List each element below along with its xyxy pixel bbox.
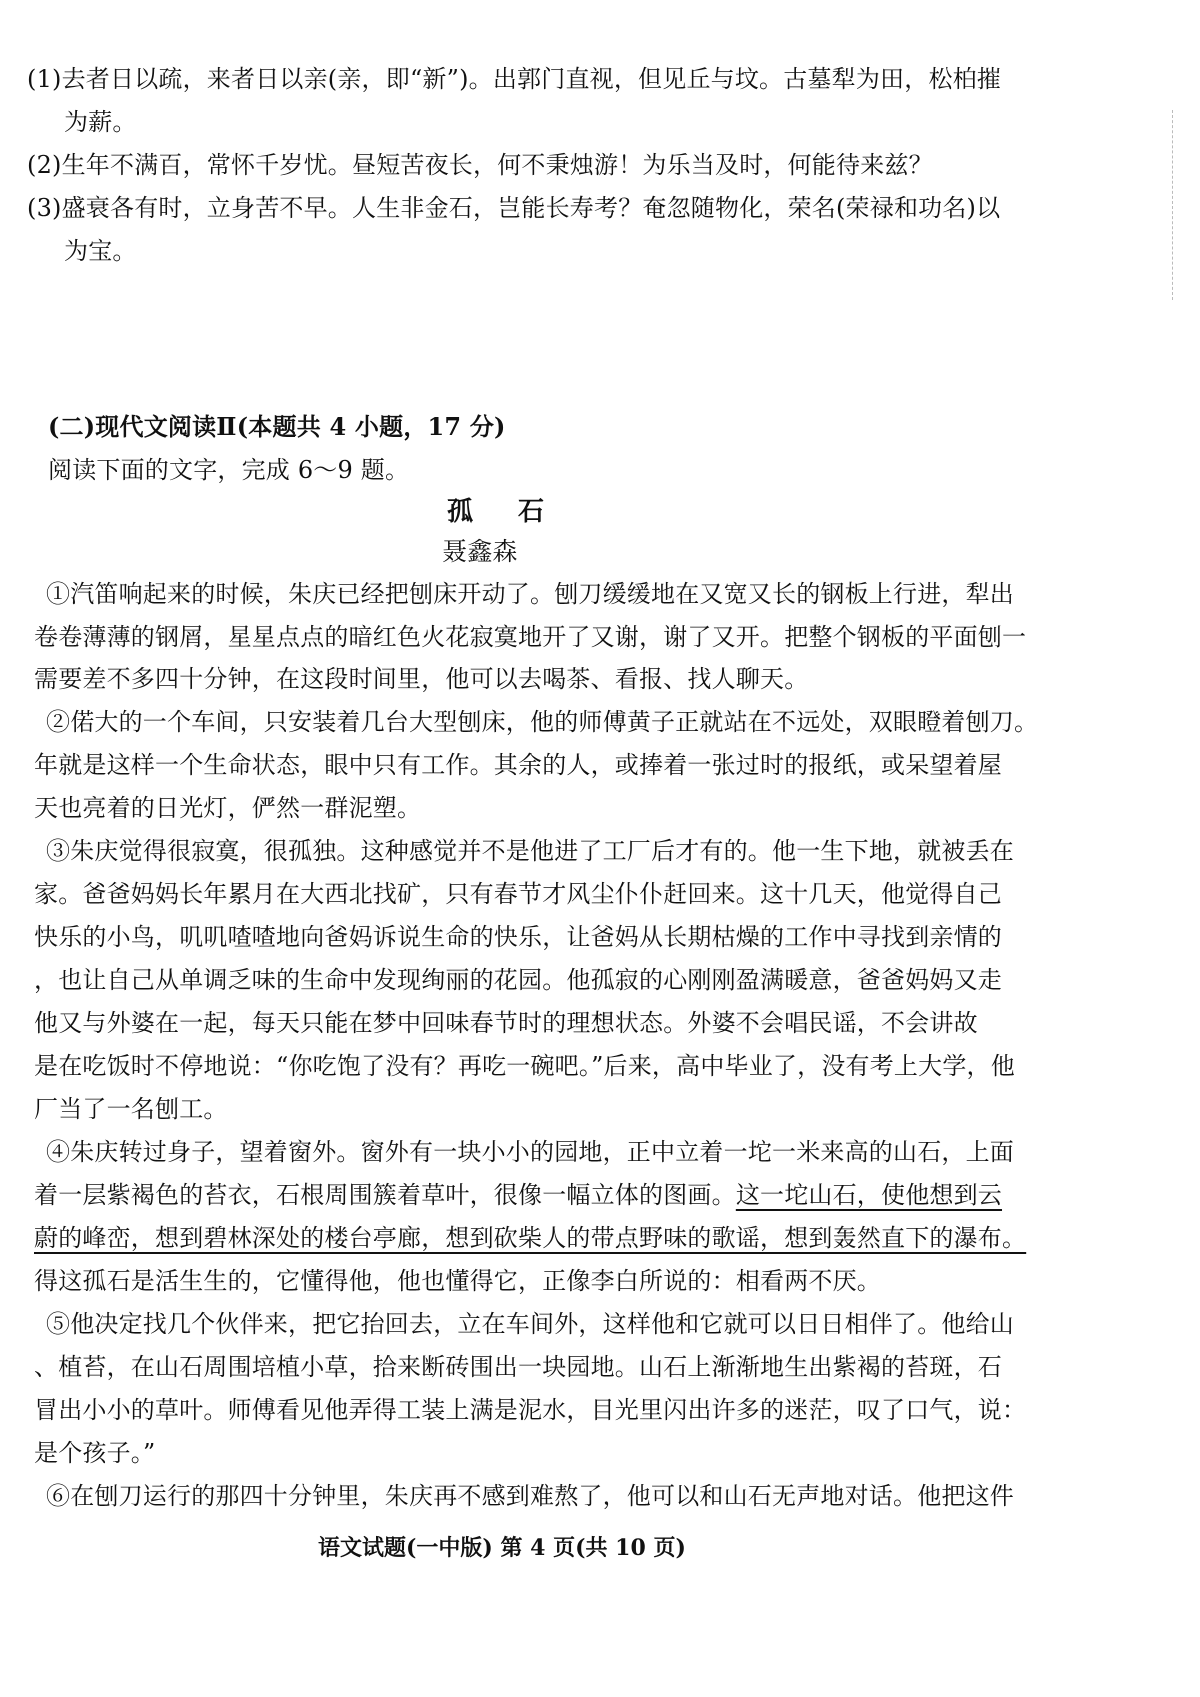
article-line-7: ③朱庆觉得很寂寞，很孤独。这种感觉并不是他进了工厂后才有的。他一生下地，就被丢在 [46,837,1014,865]
article-line-15-plain: 着一层紫褐色的苔衣，石根周围簇着草叶，很像一幅立体的图画。 [34,1181,736,1209]
article-line-18: ⑤他决定找几个伙伴来，把它抬回去，立在车间外，这样他和它就可以日日相伴了。他给山 [46,1310,1014,1338]
page-footer: 语文试题(一中版) 第 4 页(共 10 页) [318,1535,686,1561]
prelude-line-5: 为宝。 [64,237,137,265]
prelude-line-4: (3)盛衰各有时，立身苦不早。人生非金石，岂能长寿考？奄忽随物化，荣名(荣禄和功名)以 [27,194,1001,222]
article-line-12: 是在吃饭时不停地说：“你吃饱了没有？再吃一碗吧。”后来，高中毕业了，没有考上大学，他 [34,1052,1015,1080]
article-title: 孤 石 [447,497,563,527]
article-line-19: 、植苔，在山石周围培植小草，拾来断砖围出一块园地。山石上渐渐地生出紫褐的苔斑，石 [34,1353,1002,1381]
article-line-5: 年就是这样一个生命状态，眼中只有工作。其余的人，或捧着一张过时的报纸，或呆望着屋 [34,751,1002,779]
underlined-sentence-start: 这一坨山石，使他想到云 [735,1181,1003,1209]
section-instruction: 阅读下面的文字，完成 6～9 题。 [48,456,410,484]
article-line-20: 冒出小小的草叶。师傅看见他弄得工装上满是泥水，目光里闪出许多的迷茫，叹了口气，说： [34,1396,1027,1424]
prelude-line-1: (1)去者日以疏，来者日以亲(亲，即“新”)。出郭门直视，但见丘与坟。古墓犁为田，松柏摧 [27,65,1002,93]
article-line-3: 需要差不多四十分钟，在这段时间里，他可以去喝茶、看报、找人聊天。 [34,665,809,693]
underlined-sentence-end: 蔚的峰峦，想到碧林深处的楼台亭廊，想到砍柴人的带点野味的歌谣，想到轰然直下的瀑布。 [34,1224,1027,1252]
article-line-22: ⑥在刨刀运行的那四十分钟里，朱庆再不感到难熬了，他可以和山石无声地对话。他把这件 [46,1482,1014,1510]
article-author: 聂鑫森 [442,537,518,566]
prelude-line-3: (2)生年不满百，常怀千岁忧。昼短苦夜长，何不秉烛游！为乐当及时，何能待来兹？ [27,151,933,179]
article-line-11: 他又与外婆在一起，每天只能在梦中回味春节时的理想状态。外婆不会唱民谣，不会讲故 [34,1009,978,1037]
scan-margin-mark [1172,110,1175,300]
article-line-6: 天也亮着的日光灯，俨然一群泥塑。 [34,794,422,822]
article-line-9: 快乐的小鸟，叽叽喳喳地向爸妈诉说生命的快乐，让爸妈从长期枯燥的工作中寻找到亲情的 [34,923,1002,951]
prelude-line-2: 为薪。 [64,108,137,136]
article-line-17: 得这孤石是活生生的，它懂得他，他也懂得它，正像李白所说的：相看两不厌。 [34,1267,881,1295]
article-line-1: ①汽笛响起来的时候，朱庆已经把刨床开动了。刨刀缓缓地在又宽又长的钢板上行进，犁出 [46,580,1014,608]
article-line-21: 是个孩子。” [34,1439,156,1467]
article-line-2: 卷卷薄薄的钢屑，星星点点的暗红色火花寂寞地开了又谢，谢了又开。把整个钢板的平面刨一 [34,623,1027,651]
article-line-13: 厂当了一名刨工。 [34,1095,228,1123]
section-heading: (二)现代文阅读Ⅱ(本题共 4 小题，17 分) [48,412,506,441]
article-line-15 [34,1180,1002,1210]
article-line-8: 家。爸爸妈妈长年累月在大西北找矿，只有春节才风尘仆仆赶回来。这十几天，他觉得自己 [34,880,1002,908]
article-line-14: ④朱庆转过身子，望着窗外。窗外有一块小小的园地，正中立着一坨一米来高的山石，上面 [46,1138,1014,1166]
article-line-4: ②偌大的一个车间，只安装着几台大型刨床，他的师傅黄子正就站在不远处，双眼瞪着刨刀。 [46,708,1039,736]
article-line-10: ，也让自己从单调乏味的生命中发现绚丽的花园。他孤寂的心刚刚盈满暖意，爸爸妈妈又走 [34,966,1002,994]
